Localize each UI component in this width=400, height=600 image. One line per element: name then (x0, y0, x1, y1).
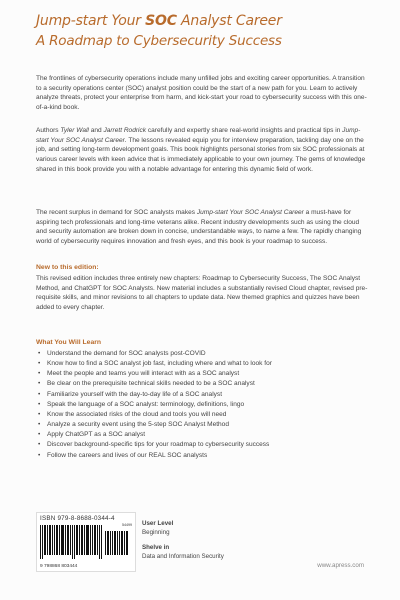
book-title-ref: Jump-start Your SOC Analyst Career (36, 127, 361, 144)
authors-mid: carefully and expertly share real-world insights and practical tips in (146, 127, 343, 134)
book-subtitle: A Roadmap to Cybersecurity Success (36, 33, 282, 49)
list-item: • Follow the careers and lives of our REAL SOC analysts (36, 451, 376, 461)
learn-heading: What You Will Learn (36, 339, 102, 346)
list-item: • Understand the demand for SOC analysts post-COVID (36, 349, 376, 359)
list-item: • Speak the language of a SOC analyst: terminology, definitions, lingo (36, 400, 376, 410)
barcode-digits: 9 798868 803444 (40, 564, 78, 569)
list-item: • Meet the people and teams you will interact with as a SOC analyst (36, 369, 376, 379)
authors-paragraph (36, 126, 368, 175)
book-title (36, 13, 282, 29)
list-item: • Apply ChatGPT as a SOC analyst (36, 430, 376, 440)
list-item: • Know how to find a SOC analyst job fast, including where and what to look for (36, 359, 376, 369)
surplus-pre: The recent surplus in demand for SOC analysts makes (36, 209, 197, 216)
price-code: 54499 (122, 523, 132, 527)
isbn-text: ISBN 979-8-8688-0344-4 (40, 515, 115, 522)
surplus-paragraph (36, 208, 368, 247)
surplus-post: a must-have for aspiring tech professionals and long-time veterans alike. Recent industry developments such as using the cloud and security automation are broken down in concise, understandable ways, to name a few. The rapidly changing world of cybersecurity requires innovation and fresh eyes, and this book is your roadmap to success. (36, 209, 362, 246)
authors-and: and (88, 127, 104, 134)
intro-paragraph: The frontlines of cybersecurity operations include many unfilled jobs and exciting career opportunities. A transition to a security operations center (SOC) analyst position could be the start of a new path for you. Learn to actively analyze threats, protect your enterprise from harm, and kick-start your road to cybersecurity success with this one-of-a-kind book. (36, 75, 367, 112)
authors-post: . The lessons revealed equip you for interview preparation, tackling day one on the job, and setting long-term development goals. This book highlights personal stories from six SOC professionals at various career levels with keen advice that is immediately applicable to your own journey. The gems of knowledge shared in this book provide you with a notable advantage for entering this dynamic field of work. (36, 136, 366, 173)
barcode-bars (40, 525, 132, 559)
user-level-value: Beginning (142, 529, 170, 536)
author-name-2: Jarrett Rodrick (103, 127, 147, 134)
title-prefix: Jump-start Your (36, 13, 146, 29)
authors-pre: Authors (36, 127, 61, 134)
new-edition-paragraph: This revised edition includes three entirely new chapters: Roadmap to Cybersecurity Success, The SOC Analyst Method, and ChatGPT for SOC Analysts. New material includes a substantially revised Cloud chapter, revised pre-requisite skills, and minor revisions to all chapters to update data. New themed graphics and quizzes have been added to every chapter. (36, 275, 368, 312)
new-edition-heading: New to this edition: (36, 264, 99, 271)
barcode (36, 512, 136, 572)
book-title-ref: Jump-start Your SOC Analyst Career (196, 209, 304, 216)
learn-list (36, 349, 376, 461)
user-level-label: User Level (142, 520, 174, 527)
list-item: • Know the associated risks of the cloud and tools you will need (36, 410, 376, 420)
shelve-label: Shelve in (142, 544, 170, 551)
title-suffix: Analyst Career (176, 13, 282, 29)
list-item: • Be clear on the prerequisite technical skills needed to be a SOC analyst (36, 379, 376, 389)
title-soc: SOC (145, 13, 177, 29)
list-item: • Familiarize yourself with the day-to-day life of a SOC analyst (36, 390, 376, 400)
list-item: • Analyze a security event using the 5-step SOC Analyst Method (36, 420, 376, 430)
list-item: • Discover background-specific tips for your roadmap to cybersecurity success (36, 440, 376, 450)
author-name-1: Tyler Wall (60, 127, 89, 134)
shelve-value: Data and Information Security (142, 553, 224, 560)
publisher-website[interactable]: www.apress.com (317, 562, 364, 569)
